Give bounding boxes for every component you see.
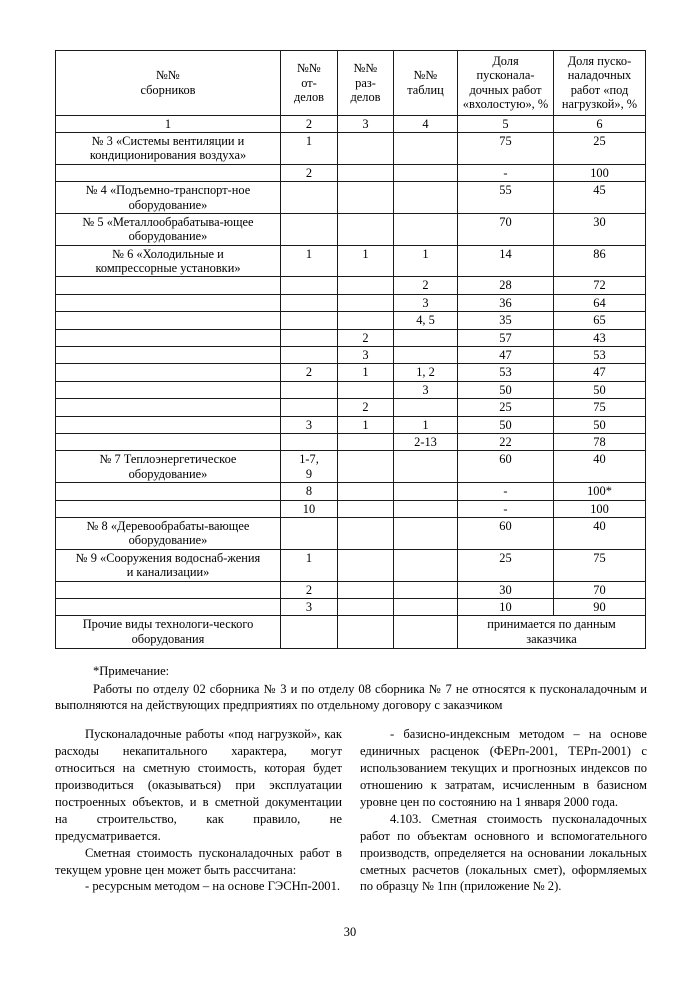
row-name-line: Прочие виды технологи-ческого — [82, 617, 254, 632]
row-tablic-cell — [394, 483, 458, 500]
row-name-line: № 4 «Подъемно-транспорт-ное — [85, 183, 251, 198]
row-nagruzkoy-cell: 75 — [554, 399, 646, 416]
header-line: от- — [301, 75, 317, 90]
row-otdel-line: 9 — [305, 466, 313, 481]
row-nagruzkoy-cell: 53 — [554, 347, 646, 364]
footnote-label: *Примечание: — [93, 664, 170, 678]
row-vholostuyu-cell: 30 — [458, 581, 554, 598]
row-name-line: № 3 «Системы вентиляции и — [91, 133, 245, 148]
row-otdel-cell: 3 — [281, 598, 338, 615]
table-row — [56, 616, 646, 649]
row-otdel-cell — [281, 329, 338, 346]
row-nagruzkoy-cell: 65 — [554, 312, 646, 329]
table-last-row-body — [56, 616, 646, 649]
row-vholostuyu-cell: 50 — [458, 416, 554, 433]
row-tablic-cell — [394, 616, 458, 649]
row-vholostuyu-cell: - — [458, 164, 554, 181]
table-row — [56, 294, 646, 311]
row-nagruzkoy-cell: 86 — [554, 245, 646, 277]
paragraph: - базисно-индексным методом – на основе единичных расценок (ФЕРп-2001, ТЕРп-2001) с использованием текущих и прогнозных индексов по отношению к затратам, исчисленным в базисном уровне цен по состоянию на 1 января 2000 года. — [360, 727, 647, 809]
row-nagruzkoy-cell: 100 — [554, 164, 646, 181]
row-tablic-cell: 4, 5 — [394, 312, 458, 329]
footnote-text: Работы по отделу 02 сборника № 3 и по отделу 08 сборника № 7 не относятся к пусконаладочным и выполняются на действующих предприятиях по отдельному договору с заказчиком — [55, 681, 647, 713]
coefficients-table — [55, 50, 646, 649]
row-nagruzkoy-cell: 90 — [554, 598, 646, 615]
row-name-cell — [56, 581, 281, 598]
row-otdel-cell — [281, 347, 338, 364]
row-otdel-cell — [281, 517, 338, 549]
row-razdel-cell: 3 — [338, 347, 394, 364]
row-tablic-cell — [394, 213, 458, 245]
row-vholostuyu-cell: 25 — [458, 549, 554, 581]
row-otdel-cell: 1 — [281, 549, 338, 581]
two-column-text — [55, 726, 647, 895]
row-name-line: № 8 «Деревообрабаты-вающее — [86, 518, 250, 533]
row-vholostuyu-cell: - — [458, 500, 554, 517]
column-number: 4 — [394, 115, 458, 132]
row-name-cell — [56, 381, 281, 398]
row-vholostuyu-cell: 55 — [458, 182, 554, 214]
row-name-cell — [56, 616, 281, 649]
row-name-line: и канализации» — [126, 565, 210, 580]
row-razdel-cell: 1 — [338, 416, 394, 433]
column-number: 1 — [56, 115, 281, 132]
table-row — [56, 517, 646, 549]
row-otdel-cell: 8 — [281, 483, 338, 500]
row-nagruzkoy-cell: 30 — [554, 213, 646, 245]
row-razdel-cell: 2 — [338, 329, 394, 346]
table-data-rows — [56, 132, 646, 615]
paragraph: Сметная стоимость пусконаладочных работ в текущем уровне цен может быть рассчитана: — [55, 845, 342, 877]
column-number: 6 — [554, 115, 646, 132]
header-line: №№ — [353, 61, 378, 76]
row-otdel-cell — [281, 213, 338, 245]
column-number: 2 — [281, 115, 338, 132]
row-razdel-cell — [338, 483, 394, 500]
row-name-line: оборудование» — [128, 229, 208, 244]
table-row — [56, 312, 646, 329]
row-razdel-cell — [338, 381, 394, 398]
row-otdel-cell: 2 — [281, 364, 338, 381]
col-header-razdely — [338, 51, 394, 116]
row-nagruzkoy-cell: 50 — [554, 416, 646, 433]
column-number-row — [56, 115, 646, 132]
table-row — [56, 399, 646, 416]
row-vholostuyu-cell: 36 — [458, 294, 554, 311]
row-name-line: № 6 «Холодильные и — [112, 246, 224, 261]
row-razdel-cell — [338, 294, 394, 311]
row-tablic-cell — [394, 347, 458, 364]
table-row — [56, 416, 646, 433]
table-row — [56, 277, 646, 294]
row-otdel-cell: 1 — [281, 132, 338, 164]
row-nagruzkoy-cell: 47 — [554, 364, 646, 381]
row-name-line: № 5 «Металлообрабатыва-ющее — [82, 214, 254, 229]
row-merged-note-cell — [458, 616, 646, 649]
row-vholostuyu-cell: 47 — [458, 347, 554, 364]
merged-note-line: принимается по данным — [487, 617, 616, 632]
col-header-vholostuyu — [458, 51, 554, 116]
row-name-cell — [56, 364, 281, 381]
row-razdel-cell — [338, 132, 394, 164]
row-vholostuyu-cell: 10 — [458, 598, 554, 615]
row-nagruzkoy-cell: 50 — [554, 381, 646, 398]
header-line: пусконала- — [476, 68, 535, 83]
row-nagruzkoy-cell: 78 — [554, 433, 646, 450]
merged-note-line: заказчика — [526, 632, 577, 647]
header-line: нагрузкой», % — [561, 97, 638, 112]
row-vholostuyu-cell: - — [458, 483, 554, 500]
row-name-cell — [56, 132, 281, 164]
row-nagruzkoy-cell: 43 — [554, 329, 646, 346]
table-row — [56, 132, 646, 164]
row-vholostuyu-cell: 70 — [458, 213, 554, 245]
row-vholostuyu-cell: 75 — [458, 132, 554, 164]
row-otdel-cell — [281, 381, 338, 398]
row-razdel-cell: 1 — [338, 364, 394, 381]
row-name-line: № 7 Теплоэнергетическое — [99, 452, 237, 467]
row-name-line: оборудование» — [128, 533, 208, 548]
table-row — [56, 364, 646, 381]
header-line: дочных работ — [469, 82, 542, 97]
header-line: сборников — [140, 82, 196, 97]
row-otdel-cell — [281, 451, 338, 483]
row-vholostuyu-cell: 14 — [458, 245, 554, 277]
row-razdel-cell — [338, 277, 394, 294]
table-row — [56, 381, 646, 398]
paragraph: Пусконаладочные работы «под нагрузкой», как расходы некапитального характера, могут относиться на сметную стоимость, которая будет производиться (оказываться) при эксплуатации построенных объектов, и в сметной документации на строительство, как правило, не предусматривается. — [55, 727, 342, 843]
row-name-cell — [56, 549, 281, 581]
row-razdel-cell: 2 — [338, 399, 394, 416]
table-row — [56, 347, 646, 364]
row-nagruzkoy-cell: 70 — [554, 581, 646, 598]
row-name-cell — [56, 598, 281, 615]
row-otdel-cell: 3 — [281, 416, 338, 433]
row-razdel-cell — [338, 213, 394, 245]
table-row — [56, 245, 646, 277]
row-nagruzkoy-cell: 40 — [554, 451, 646, 483]
table-row — [56, 164, 646, 181]
row-razdel-cell — [338, 616, 394, 649]
row-otdel-cell — [281, 294, 338, 311]
row-name-cell — [56, 277, 281, 294]
row-vholostuyu-cell: 53 — [458, 364, 554, 381]
header-line: №№ — [297, 61, 321, 76]
header-line: Доля пуско- — [567, 54, 632, 68]
table-body — [56, 115, 646, 132]
col-header-tablic — [394, 51, 458, 116]
row-razdel-cell — [338, 312, 394, 329]
row-otdel-cell — [281, 433, 338, 450]
table-row — [56, 581, 646, 598]
row-razdel-cell — [338, 500, 394, 517]
row-tablic-cell — [394, 132, 458, 164]
row-name-cell — [56, 399, 281, 416]
row-razdel-cell — [338, 581, 394, 598]
row-razdel-cell — [338, 549, 394, 581]
row-tablic-cell: 2-13 — [394, 433, 458, 450]
row-vholostuyu-cell: 25 — [458, 399, 554, 416]
row-tablic-cell: 3 — [394, 294, 458, 311]
table-row — [56, 500, 646, 517]
row-tablic-cell — [394, 182, 458, 214]
header-line: работ «под — [570, 82, 629, 97]
col-header-otdely — [281, 51, 338, 116]
row-vholostuyu-cell: 28 — [458, 277, 554, 294]
row-name-line: оборудования — [131, 631, 205, 646]
table-header — [56, 51, 646, 116]
row-razdel-cell — [338, 164, 394, 181]
row-tablic-cell — [394, 500, 458, 517]
row-name-cell — [56, 213, 281, 245]
left-column — [55, 726, 342, 895]
row-razdel-cell — [338, 598, 394, 615]
column-number: 3 — [338, 115, 394, 132]
row-tablic-cell — [394, 451, 458, 483]
coefficients-table-wrapper — [55, 50, 645, 649]
row-razdel-cell: 1 — [338, 245, 394, 277]
row-otdel-cell — [281, 182, 338, 214]
row-name-cell — [56, 451, 281, 483]
row-name-cell — [56, 483, 281, 500]
row-razdel-cell — [338, 182, 394, 214]
row-nagruzkoy-cell: 100 — [554, 500, 646, 517]
row-nagruzkoy-cell: 40 — [554, 517, 646, 549]
row-vholostuyu-cell: 50 — [458, 381, 554, 398]
header-line: №№ — [413, 68, 438, 83]
row-razdel-cell — [338, 517, 394, 549]
row-name-cell — [56, 517, 281, 549]
row-name-cell — [56, 245, 281, 277]
row-name-cell — [56, 433, 281, 450]
header-line: делов — [293, 89, 325, 104]
row-tablic-cell — [394, 329, 458, 346]
row-otdel-cell: 2 — [281, 581, 338, 598]
row-nagruzkoy-cell: 25 — [554, 132, 646, 164]
row-nagruzkoy-cell: 64 — [554, 294, 646, 311]
row-tablic-cell: 1 — [394, 245, 458, 277]
table-row — [56, 483, 646, 500]
row-otdel-cell: 2 — [281, 164, 338, 181]
header-line: таблиц — [407, 82, 444, 97]
row-name-line: оборудование» — [128, 466, 208, 481]
row-name-line: кондиционирования воздуха» — [89, 148, 247, 163]
row-razdel-cell — [338, 433, 394, 450]
table-row — [56, 213, 646, 245]
row-otdel-cell — [281, 277, 338, 294]
paragraph: 4.103. Сметная стоимость пусконаладочных работ по объектам основного и вспомогательного производств, определяется на основании локальных сметных расчетов (локальных смет), оформляемых по образцу № 1пн (приложение № 2). — [360, 811, 647, 894]
header-line: №№ — [156, 68, 180, 83]
header-line: раз- — [355, 75, 376, 90]
row-tablic-cell: 2 — [394, 277, 458, 294]
row-name-line: № 9 «Сооружения водоснаб-жения — [75, 550, 261, 565]
row-vholostuyu-cell: 60 — [458, 517, 554, 549]
row-name-line: компрессорные установки» — [95, 261, 241, 276]
row-name-cell — [56, 294, 281, 311]
table-row — [56, 433, 646, 450]
row-otdel-cell: 10 — [281, 500, 338, 517]
row-tablic-cell: 1, 2 — [394, 364, 458, 381]
table-header-row — [56, 51, 646, 116]
row-vholostuyu-cell: 57 — [458, 329, 554, 346]
row-otdel-line: 1-7, — [299, 452, 319, 467]
row-vholostuyu-cell: 60 — [458, 451, 554, 483]
row-name-cell — [56, 182, 281, 214]
header-line: делов — [350, 89, 381, 104]
table-row — [56, 451, 646, 483]
row-nagruzkoy-cell: 100* — [554, 483, 646, 500]
right-column — [360, 726, 647, 895]
table-row — [56, 329, 646, 346]
row-tablic-cell — [394, 581, 458, 598]
header-line: наладочных — [567, 68, 632, 83]
row-otdel-cell — [281, 616, 338, 649]
row-name-cell — [56, 164, 281, 181]
column-number: 5 — [458, 115, 554, 132]
row-tablic-cell: 1 — [394, 416, 458, 433]
row-nagruzkoy-cell: 75 — [554, 549, 646, 581]
row-name-cell — [56, 500, 281, 517]
row-tablic-cell — [394, 399, 458, 416]
table-row — [56, 182, 646, 214]
row-tablic-cell: 3 — [394, 381, 458, 398]
table-row — [56, 598, 646, 615]
row-name-line: оборудование» — [128, 197, 208, 212]
col-header-sborniki — [56, 51, 281, 116]
row-tablic-cell — [394, 164, 458, 181]
row-name-cell — [56, 312, 281, 329]
col-header-nagruzkoy — [554, 51, 646, 116]
row-name-cell — [56, 347, 281, 364]
row-otdel-cell: 1 — [281, 245, 338, 277]
header-line: Доля — [492, 54, 519, 68]
row-name-cell — [56, 329, 281, 346]
row-vholostuyu-cell: 22 — [458, 433, 554, 450]
row-razdel-cell — [338, 451, 394, 483]
row-otdel-cell — [281, 399, 338, 416]
paragraph: - ресурсным методом – на основе ГЭСНп-2001. — [85, 879, 341, 894]
row-vholostuyu-cell: 35 — [458, 312, 554, 329]
row-tablic-cell — [394, 549, 458, 581]
row-tablic-cell — [394, 598, 458, 615]
page-number: 30 — [343, 925, 357, 939]
footnote-block — [55, 663, 647, 714]
row-name-cell — [56, 416, 281, 433]
row-tablic-cell — [394, 517, 458, 549]
table-row — [56, 549, 646, 581]
row-nagruzkoy-cell: 45 — [554, 182, 646, 214]
row-nagruzkoy-cell: 72 — [554, 277, 646, 294]
row-otdel-cell — [281, 312, 338, 329]
header-line: «вхолостую», % — [462, 97, 549, 112]
